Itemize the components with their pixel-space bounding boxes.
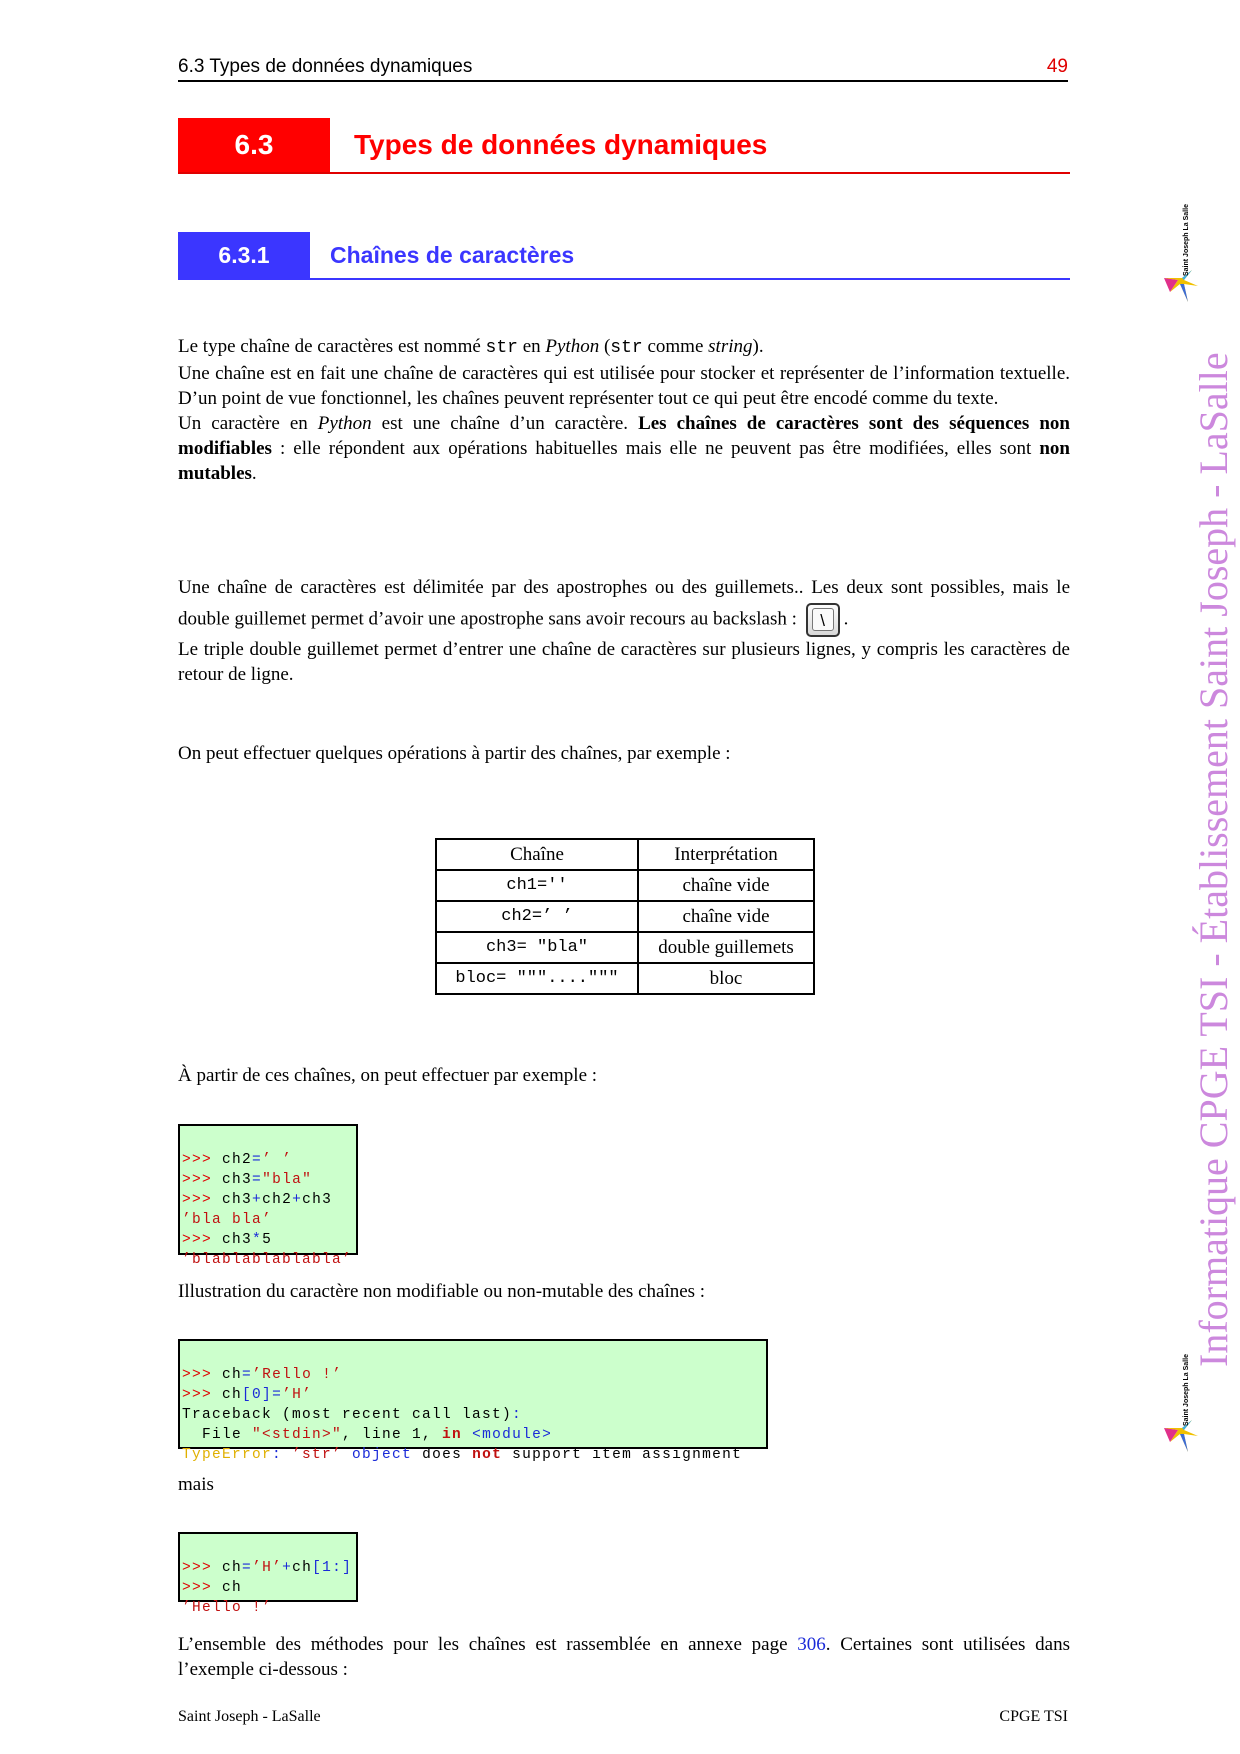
subsection-number: 6.3.1: [178, 232, 310, 278]
mais-text: mais: [178, 1474, 214, 1495]
table-row: [436, 932, 814, 963]
table-cell: bloc= """....""": [436, 963, 638, 994]
table-cell: ch1='': [436, 870, 638, 901]
intro-line-3: Un caractère en Python est une chaîne d’un caractère. Les chaînes de caractères sont des séquences non modifiables : elle répondent aux opérations habituelles mais elle ne peuvent pas être modifiées, elles sont non mutables.: [178, 413, 1070, 484]
table-header-row: [436, 839, 814, 870]
side-banner: [1168, 320, 1236, 1390]
intro-line-1: Le type chaîne de caractères est nommé str en Python (str comme string).: [178, 336, 764, 358]
delimiters-paragraph: [178, 572, 1070, 687]
code-line: >>> ch: [182, 1580, 243, 1596]
table-row: [436, 901, 814, 932]
delimiters-line-1: Une chaîne de caractères est délimitée par des apostrophes ou des guillemets.. Les deux sont possibles, mais le double guillemet permet d’avoir une apostrophe sans avoir recours au backslash : \ .: [178, 572, 1070, 637]
running-header-title: 6.3 Types de données dynamiques: [178, 56, 473, 77]
code-block-operations: [178, 1124, 358, 1268]
backslash-key-icon: \: [806, 603, 840, 637]
section-number: 6.3: [178, 118, 330, 172]
svg-text:Saint Joseph La Salle: Saint Joseph La Salle: [1183, 204, 1190, 276]
code-block-immutability: [178, 1339, 768, 1463]
immutability-intro: Illustration du caractère non modifiable ou non-mutable des chaînes :: [178, 1281, 706, 1302]
table-header: Interprétation: [638, 839, 814, 870]
table-cell: ch3= "bla": [436, 932, 638, 963]
code-line: File "<stdin>", line 1, in <module>: [182, 1427, 553, 1443]
code-line: >>> ch=’Rello !’: [182, 1367, 343, 1383]
code-line: >>> ch3="bla": [182, 1172, 313, 1188]
code-line: >>> ch[0]=’H’: [182, 1387, 313, 1403]
code-output: ’Hello !’: [182, 1600, 273, 1616]
subsection-title: Chaînes de caractères: [330, 242, 575, 268]
running-header: [178, 54, 1068, 82]
svg-text:Saint Joseph La Salle: Saint Joseph La Salle: [1183, 1354, 1190, 1426]
code-line: >>> ch2=’ ’: [182, 1152, 293, 1168]
code-line: TypeError: ’str’ object does not support item assignment: [182, 1447, 743, 1463]
table-cell: chaîne vide: [638, 870, 814, 901]
code-output: ’bla bla’: [182, 1212, 273, 1228]
table-cell: chaîne vide: [638, 901, 814, 932]
table-row: [436, 870, 814, 901]
footer-left: Saint Joseph - LaSalle: [178, 1708, 321, 1725]
code-line: >>> ch=’H’+ch[1:]: [182, 1560, 353, 1576]
table-cell: double guillemets: [638, 932, 814, 963]
page-number: 49: [1046, 56, 1068, 77]
side-banner-text: Informatique CPGE TSI - Établissement Saint Joseph - LaSalle: [1191, 352, 1236, 1367]
subsection-heading: [178, 232, 1070, 280]
intro-line-2: Une chaîne est en fait une chaîne de caractères qui est utilisée pour stocker et représenter de l’information textuelle. D’un point de vue fonctionnel, les chaînes peuvent représenter tout ce qui peut être encodé comme du texte.: [178, 363, 1070, 409]
section-title: Types de données dynamiques: [354, 129, 768, 160]
code-line: >>> ch3+ch2+ch3: [182, 1192, 333, 1208]
section-heading: [178, 118, 1070, 174]
table-header: Chaîne: [436, 839, 638, 870]
methods-paragraph: L’ensemble des méthodes pour les chaînes est rassemblée en annexe page 306. Certaines sont utilisées dans l’exemple ci-dessous :: [178, 1634, 1070, 1680]
code-line: Traceback (most recent call last):: [182, 1407, 523, 1423]
table-cell: bloc: [638, 963, 814, 994]
strings-table: [435, 838, 815, 995]
intro-paragraph: [178, 334, 1070, 486]
school-logo-bottom-icon: [1158, 1354, 1206, 1462]
annex-page-link[interactable]: 306: [797, 1634, 826, 1655]
delimiters-line-2: Le triple double guillemet permet d’entrer une chaîne de caractères sur plusieurs lignes, y compris les caractères de retour de ligne.: [178, 639, 1070, 685]
example-intro: À partir de ces chaînes, on peut effectuer par exemple :: [178, 1065, 598, 1086]
code-block-concat: [178, 1532, 358, 1616]
code-output: ’blablablablabla’: [182, 1252, 353, 1268]
footer-right: CPGE TSI: [999, 1708, 1068, 1725]
table-cell: ch2=’ ’: [436, 901, 638, 932]
code-line: >>> ch3*5: [182, 1232, 273, 1248]
school-logo-top-icon: [1158, 204, 1206, 312]
table-row: [436, 963, 814, 994]
operations-intro: On peut effectuer quelques opérations à partir des chaînes, par exemple :: [178, 743, 731, 764]
